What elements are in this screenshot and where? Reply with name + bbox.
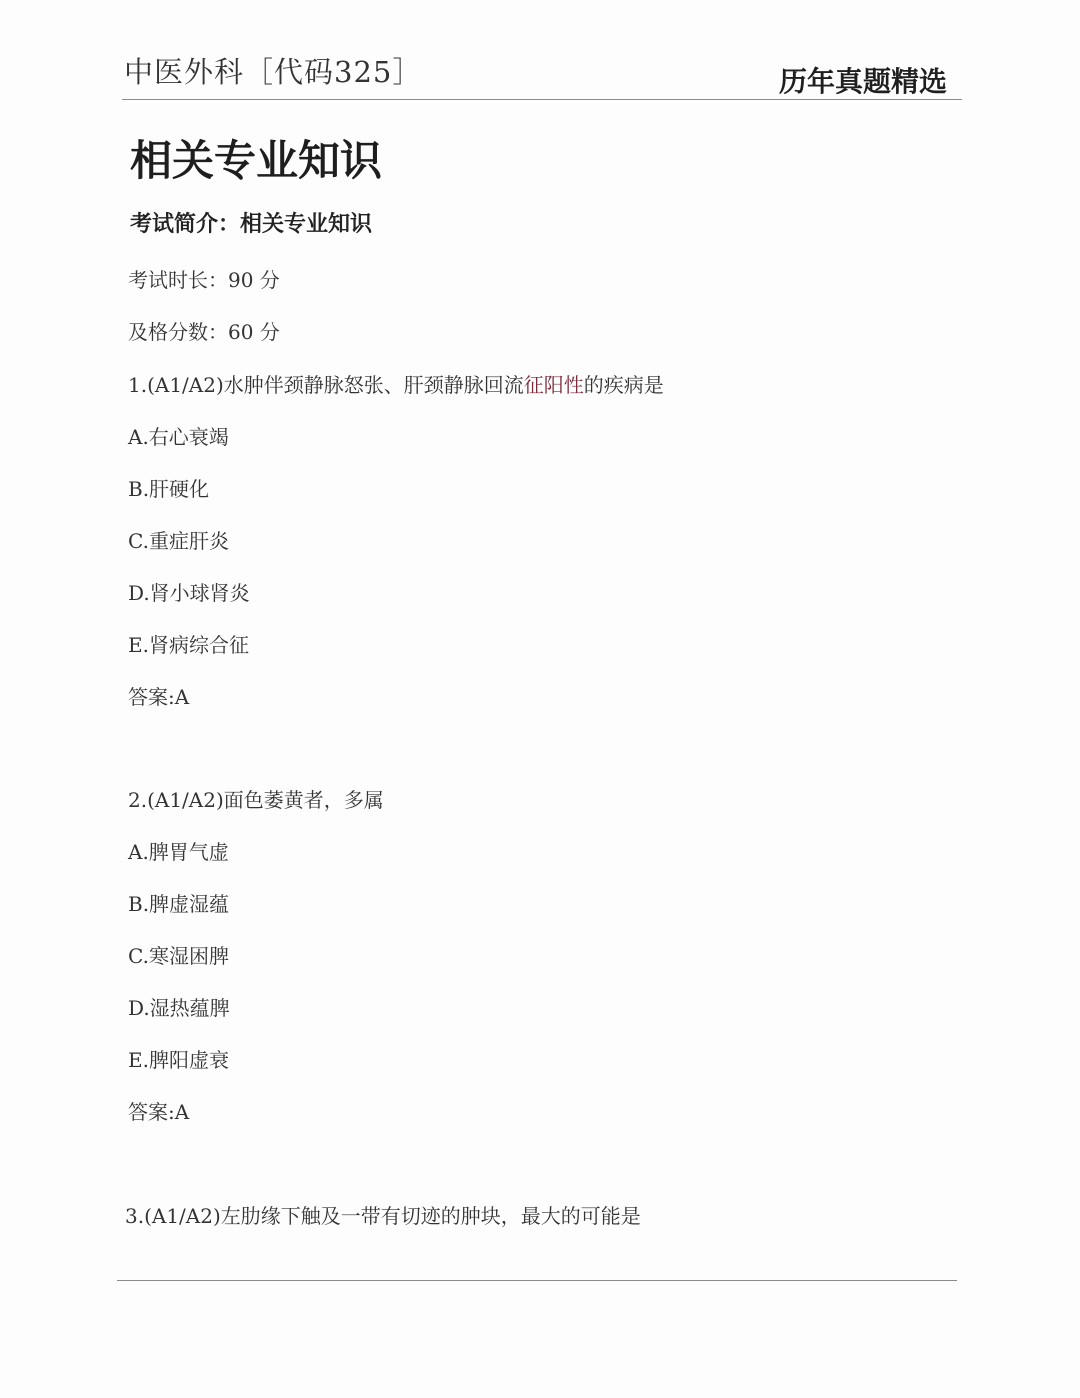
intro-heading: 考试简介：相关专业知识 bbox=[130, 212, 373, 237]
question-1-option-a: A.右心衰竭 bbox=[128, 425, 229, 449]
question-2-option-a: A.脾胃气虚 bbox=[128, 840, 229, 864]
question-1-stem bbox=[128, 369, 664, 398]
question-1-option-c: C.重症肝炎 bbox=[128, 529, 229, 553]
question-3-stem: 3.(A1/A2)左肋缘下触及一带有切迹的肿块，最大的可能是 bbox=[125, 1204, 641, 1228]
question-1-answer: 答案:A bbox=[128, 685, 190, 709]
question-2-option-d: D.湿热蕴脾 bbox=[128, 996, 230, 1020]
question-2-option-b: B.脾虚湿蕴 bbox=[128, 892, 230, 916]
page-title: 相关专业知识 bbox=[130, 136, 383, 185]
question-2-option-c: C.寒湿困脾 bbox=[128, 944, 229, 968]
header-divider bbox=[122, 99, 962, 100]
question-1-stem-end: 的疾病是 bbox=[583, 373, 664, 397]
question-2-stem: 2.(A1/A2)面色萎黄者，多属 bbox=[128, 788, 384, 812]
footer-divider bbox=[117, 1280, 957, 1281]
question-1-option-b: B.肝硬化 bbox=[128, 477, 210, 501]
exam-duration: 考试时长：90 分 bbox=[128, 268, 280, 292]
header-subject: 中医外科［代码325］ bbox=[124, 55, 423, 89]
question-2-option-e: E.脾阳虚衰 bbox=[128, 1048, 229, 1072]
header-series-title: 历年真题精选 bbox=[778, 65, 947, 98]
question-1-stem-highlight: 征阳性 bbox=[523, 373, 584, 397]
question-2-answer: 答案:A bbox=[128, 1100, 190, 1124]
question-1-option-d: D.肾小球肾炎 bbox=[128, 581, 250, 605]
question-1-option-e: E.肾病综合征 bbox=[128, 633, 249, 657]
passing-score: 及格分数：60 分 bbox=[128, 320, 280, 344]
question-1-stem-start: 1.(A1/A2)水肿伴颈静脉怒张、肝颈静脉回流 bbox=[128, 373, 524, 397]
